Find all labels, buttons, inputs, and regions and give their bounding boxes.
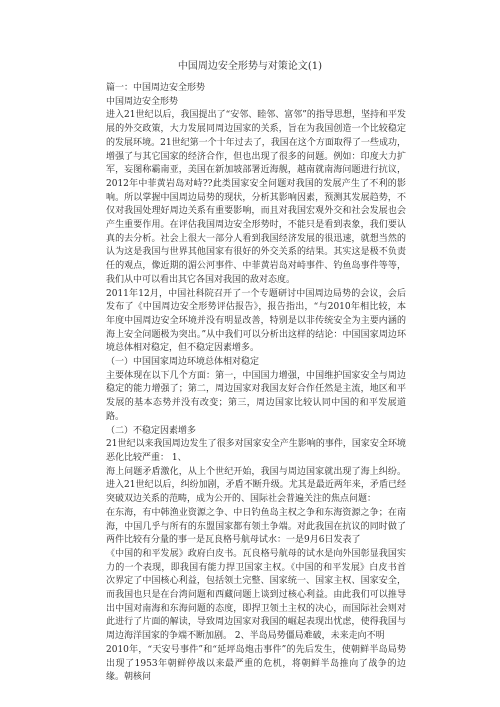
article-title: 中国周边安全形势 (106, 96, 179, 107)
paragraph: 进入21世纪以后，我国提出了“安邻、睦邻、富邻”的指导思想，坚持和平发展的外交政策，大力发展同周边国家的关系，旨在为我国创造一个比较稳定的发展环境。21世纪第一个十年过去了，我国在这个方面取得了一些成功，增强了与其它国家的经济合作，但也出现了很多的问题。例如：印度大力扩军，妄图称霸南亚，美国在新加坡部署近海舰，越南就南海问题进行抗议，2012年中菲黄岩岛对峙??此类国家安全问题对我国的发展产生了不利的影响。所以掌握中国周边局势的现状，分析其影响因素，预测其发展趋势，不仅对我国处理好周边关系有重要影响，而且对我国宏观外交和社会发展也会产生重要作用。在评估我国周边安全形势时，不能只是看到表象，我们要认真的去分析。社会上很大一部分人看到我国经济发展的很迅速，就想当然的认为这是我国与世界其他国家有很好的外交关系的结果。其实这是极不负责任的观点，像近期的湄公河事件、中菲黄岩岛对峙事件、钓鱼岛事件等等，我们从中可以看出其它各国对我国的敌对态度。 (106, 110, 406, 285)
section-heading: 篇一：中国周边安全形势 (106, 83, 206, 93)
paragraph: 《中国的和平发展》政府白皮书。瓦良格号航母的试水是向外国彰显我国实力的一个表现，即我国有能力捍卫国家主权。《中国的和平发展》白皮书首次界定了中国核心利益，包括领土完整、国家统一、国家主权、国家安全，而我国也只是在台湾问题和西藏问题上谈到过核心利益。由此我们可以推导出中国对南海和东海问题的态度，即捍卫领土主权的决心，而国际社会则对此进行了片面的解读，导致周边国家对我国的崛起表现出忧虑，使得我国与周边海洋国家的争端不断加剧。 2、半岛局势僵局难破，未来走向不明 (106, 548, 406, 642)
subsection-heading: （二）不稳定因素增多 (106, 425, 197, 436)
document-body (106, 82, 406, 685)
paragraph: 主要体现在以下几个方面：第一，中国国力增强，中国维护国家安全与周边稳定的能力增强了；第二，周边国家对我国友好合作任然是主流，地区和平发展的基本态势并没有改变；第三，周边国家比较认同中国的和平发展道路。 (106, 370, 406, 422)
document-title: 中国周边安全形势与对策论文(1) (177, 61, 323, 72)
paragraph: 2011年12月，中国社科院召开了一个专题研讨中国周边局势的会议，会后发布了《中国周边安全形势评估报告》，报告指出，“与2010年相比较，本年度中国周边安全环境并没有明显改善，特别是以非传统安全为主要内涵的海上安全问题极为突出。”从中我们可以分析出这样的结论：中国国家周边环境总体相对稳定，但不稳定因素增多。 (106, 288, 406, 354)
paragraph: 21世纪以来我国周边发生了很多对国家安全产生影响的事件，国家安全环境恶化比较严重： 1、 (106, 439, 406, 463)
paragraph: 2010年，“天安号事件”和“延坪岛炮击事件”的先后发生，使朝鲜半岛局势出现了1953年朝鲜停战以来最严重的危机，将朝鲜半岛推向了战争的边缘。朝核问 (106, 644, 406, 683)
paragraph: 在东海，有中韩渔业资源之争、中日钓鱼岛主权之争和东海资源之争；在南海，中国几乎与所有的东盟国家都有领土争端。对此我国在抗议的同时做了两件比较有分量的事一是瓦良格号航母试水：一是9月6日发表了 (106, 507, 406, 546)
paragraph: 海上问题矛盾激化，从上个世纪开始，我国与周边国家就出现了海上纠纷。进入21世纪以后，纠纷加剧，矛盾不断升级。尤其是最近两年来，矛盾已经突破双边关系的范畴，成为公开的、国际社会普遍关注的焦点问题： (106, 466, 406, 505)
subsection-heading: （一）中国国家周边环境总体相对稳定 (106, 357, 260, 368)
